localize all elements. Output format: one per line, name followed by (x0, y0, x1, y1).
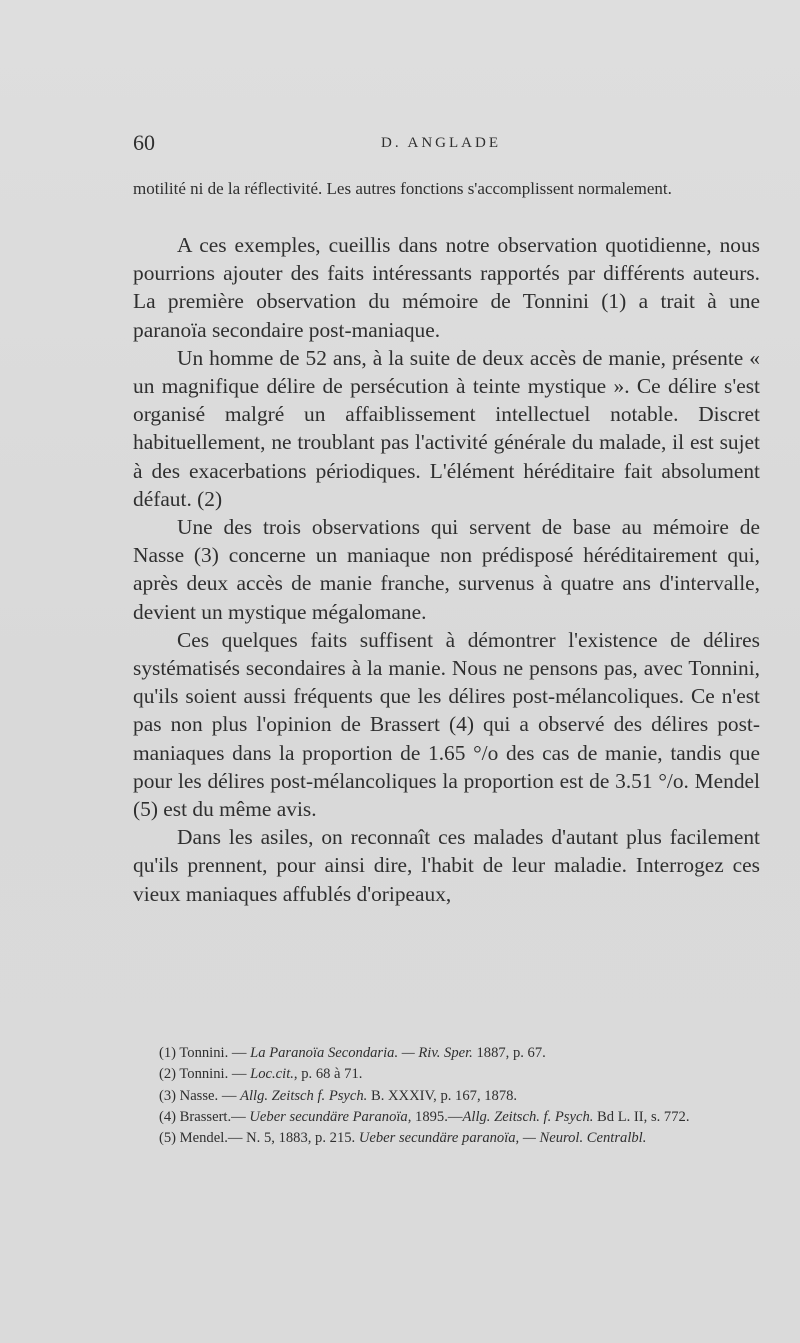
footnote-text: , p. 68 à 71. (293, 1066, 363, 1083)
footnote-title: Allg. Zeitsch f. Psych. (240, 1087, 368, 1104)
page-header (133, 130, 753, 160)
paragraph: Une des trois observations qui servent de base au mémoire de Nasse (3) concerne un maniaque non prédisposé héréditairement qui, après deux accès de manie franche, survenus à quatre ans d'intervalle, devient un mystique mégalomane. (133, 515, 760, 624)
footnote-2 (133, 1064, 760, 1085)
page-number: 60 (133, 130, 155, 155)
footnote-text: (1) Tonnini. — (159, 1045, 251, 1061)
continuation-text: motilité ni de la réflectivité. Les autres fonctions s'accomplissent normalement. (133, 179, 672, 198)
footnote-1 (133, 1043, 760, 1064)
paragraph: Ces quelques faits suffisent à démontrer l'existence de délires systématisés secondaires à la manie. Nous ne pensons pas, avec Tonnini, qu'ils soient aussi fréquents que les délires post-mélancoliques. Ce n'est pas non plus l'opinion de Brassert (4) qui a observé des délires post-maniaques dans la proportion de 1.65 °/o des cas de manie, tandis que pour les délires post-mélancoliques la proportion est de 3.51 °/o. Mendel (5) est du même avis. (133, 627, 760, 822)
footnote-3 (133, 1086, 760, 1107)
footnote-text: B. XXXIV, p. 167, 1878. (367, 1087, 518, 1104)
footnote-title: Allg. Zeitsch. f. Psych. (462, 1108, 594, 1125)
footnote-title: Ueber secundäre paranoïa, — Neurol. Centralbl. (358, 1130, 647, 1147)
running-head: D. ANGLADE (381, 135, 501, 151)
body-text (133, 231, 760, 908)
footnote-text: 1887, p. 67. (472, 1045, 546, 1061)
footnote-text: 1895.— (411, 1108, 463, 1125)
footnote-text: Bd L. II, s. 772. (593, 1108, 690, 1125)
footnote-title: Loc.cit. (250, 1066, 294, 1083)
paragraph: A ces exemples, cueillis dans notre observation quotidienne, nous pourrions ajouter des faits intéressants rapportés par différents auteurs. La première observation du mémoire de Tonnini (1) a trait à une paranoïa secondaire post-maniaque. (133, 233, 760, 342)
footnotes (133, 1043, 760, 1149)
footnote-text: (5) Mendel.— N. 5, 1883, p. 215. (159, 1130, 359, 1147)
footnote-5 (133, 1128, 760, 1149)
paragraph: Un homme de 52 ans, à la suite de deux accès de manie, présente « un magnifique délire de persécution à teinte mystique ». Ce délire s'est organisé malgré un affaiblissement intellectuel notable. Discret habituellement, ne troublant pas l'activité générale du malade, il est sujet à des exacerbations périodiques. L'élément héréditaire fait absolument défaut. (2) (133, 345, 760, 511)
footnote-4 (133, 1107, 760, 1128)
footnote-text: (3) Nasse. — (159, 1087, 241, 1104)
footnote-text: (4) Brassert.— (159, 1108, 250, 1125)
footnote-title: Ueber secundäre Paranoïa, (249, 1108, 412, 1125)
paragraph: Dans les asiles, on reconnaît ces malades d'autant plus facilement qu'ils prennent, pour ainsi dire, l'habit de leur maladie. Interrogez ces vieux maniaques affublés d'oripeaux, (133, 825, 760, 906)
footnote-text: (2) Tonnini. — (159, 1066, 251, 1083)
footnote-title: La Paranoïa Secondaria. — Riv. Sper. (250, 1045, 473, 1061)
